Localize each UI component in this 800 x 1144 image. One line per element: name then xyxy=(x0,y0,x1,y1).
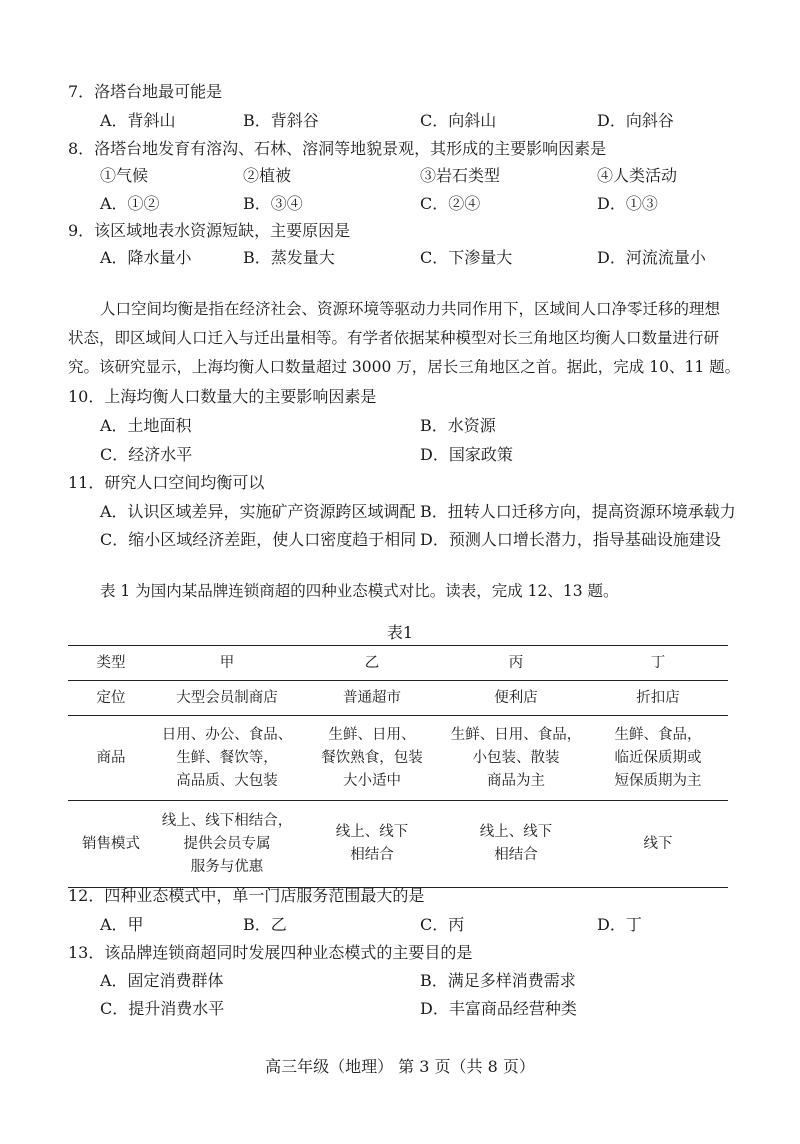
q11-option-a: A．认识区域差异，实施矿产资源跨区域调配 xyxy=(100,502,416,521)
q12-option-a: A．甲 xyxy=(100,915,144,934)
table-header-cell: 丁 xyxy=(588,646,728,681)
cell-line: 生鲜、食品， xyxy=(614,726,702,743)
q10-option-c: C．经济水平 xyxy=(100,445,193,464)
q13-option-b: B．满足多样消费需求 xyxy=(420,971,576,990)
table-row-positioning xyxy=(68,681,728,716)
q9-option-b: B．蒸发量大 xyxy=(243,248,335,267)
table-cell: 折扣店 xyxy=(588,681,728,716)
q11-option-b: B．扭转人口迁移方向，提高资源环境承载力 xyxy=(420,502,736,521)
cell-line: 大小适中 xyxy=(343,772,401,789)
q9-option-d: D．河流流量小 xyxy=(597,248,706,267)
table-cell xyxy=(154,801,300,888)
q8-factor-4: ④人类活动 xyxy=(597,166,678,185)
q7-stem: 7．洛塔台地最可能是 xyxy=(68,82,223,101)
q8-stem: 8．洛塔台地发育有溶沟、石林、溶洞等地貌景观，其形成的主要影响因素是 xyxy=(68,139,607,158)
q9-option-c: C．下渗量大 xyxy=(420,248,513,267)
q8-option-d: D．①③ xyxy=(597,194,658,213)
table-cell: 便利店 xyxy=(444,681,588,716)
q10-stem: 10．上海均衡人口数量大的主要影响因素是 xyxy=(68,387,377,406)
cell-line: 生鲜、餐饮等， xyxy=(176,749,278,766)
business-model-table xyxy=(68,645,728,888)
table-cell: 大型会员制商店 xyxy=(154,681,300,716)
q7-option-c: C．向斜山 xyxy=(420,111,497,130)
cell-line: 线上、线下 xyxy=(335,824,409,840)
passage1-line-3: 究。该研究显示，上海均衡人口数量超过 3000 万，居长三角地区之首。据此，完成 10、11 题。 xyxy=(68,358,741,376)
q13-option-c: C．提升消费水平 xyxy=(100,999,225,1018)
q7-option-a: A．背斜山 xyxy=(100,111,176,130)
q11-option-d: D．预测人口增长潜力，指导基础设施建设 xyxy=(420,530,721,549)
table-cell xyxy=(300,801,444,888)
q13-option-d: D．丰富商品经营种类 xyxy=(420,999,577,1018)
table-header-row xyxy=(68,646,728,681)
cell-line: 线上、线下相结合， xyxy=(161,812,293,829)
q7-option-b: B．背斜谷 xyxy=(243,111,319,130)
page-footer: 高三年级（地理） 第 3 页（共 8 页） xyxy=(265,1057,535,1076)
cell-line: 短保质期为主 xyxy=(614,772,702,789)
cell-line: 临近保质期或 xyxy=(614,749,702,766)
q12-stem: 12．四种业态模式中，单一门店服务范围最大的是 xyxy=(68,886,425,905)
passage1-line-1: 人口空间均衡是指在经济社会、资源环境等驱动力共同作用下，区域间人口净零迁移的理想 xyxy=(100,300,721,318)
table-header-cell: 丙 xyxy=(444,646,588,681)
table-cell xyxy=(154,716,300,801)
q8-factor-1: ①气候 xyxy=(100,166,149,185)
table-row-goods xyxy=(68,716,728,801)
cell-line: 服务与优惠 xyxy=(190,858,264,875)
table-row-sales-mode xyxy=(68,801,728,888)
passage1-line-2: 状态，即区域间人口迁入与迁出量相等。有学者依据某种模型对长三角地区均衡人口数量进行研 xyxy=(68,329,720,347)
cell-line: 相结合 xyxy=(494,847,538,863)
q12-option-d: D．丁 xyxy=(597,915,642,934)
q7-option-d: D．向斜谷 xyxy=(597,111,674,130)
q11-option-c: C．缩小区域经济差距，使人口密度趋于相同 xyxy=(100,530,417,549)
q8-option-c: C．②④ xyxy=(420,194,481,213)
cell-line: 餐饮熟食，包装 xyxy=(321,749,423,766)
q12-option-c: C．丙 xyxy=(420,915,465,934)
q8-option-b: B．③④ xyxy=(243,194,303,213)
q9-option-a: A．降水量小 xyxy=(100,248,192,267)
cell-line: 生鲜、日用、 xyxy=(328,726,416,743)
row-label: 销售模式 xyxy=(68,801,154,888)
table-cell xyxy=(444,716,588,801)
row-label: 定位 xyxy=(68,681,154,716)
table-cell: 普通超市 xyxy=(300,681,444,716)
cell-line: 线上、线下 xyxy=(479,824,553,840)
table-header-cell: 甲 xyxy=(154,646,300,681)
table-cell xyxy=(588,716,728,801)
table-cell xyxy=(588,801,728,888)
table-cell xyxy=(444,801,588,888)
table-caption: 表1 xyxy=(386,623,414,642)
table-header-cell: 乙 xyxy=(300,646,444,681)
q11-stem: 11．研究人口空间均衡可以 xyxy=(68,473,265,492)
q10-option-d: D．国家政策 xyxy=(420,445,513,464)
table-cell xyxy=(300,716,444,801)
cell-line: 商品为主 xyxy=(487,772,545,789)
q8-factor-3: ③岩石类型 xyxy=(420,166,501,185)
q13-stem: 13．该品牌连锁商超同时发展四种业态模式的主要目的是 xyxy=(68,943,473,962)
cell-line: 高品质、大包装 xyxy=(176,772,278,789)
q12-option-b: B．乙 xyxy=(243,915,287,934)
q8-option-a: A．①② xyxy=(100,194,160,213)
q10-option-b: B．水资源 xyxy=(420,416,496,435)
q8-factor-2: ②植被 xyxy=(243,166,292,185)
cell-line: 提供会员专属 xyxy=(183,835,271,852)
cell-line: 线下 xyxy=(643,835,673,852)
cell-line: 生鲜、日用、食品， xyxy=(450,726,582,743)
row-label: 商品 xyxy=(68,716,154,801)
cell-line: 相结合 xyxy=(350,847,394,863)
q10-option-a: A．土地面积 xyxy=(100,416,192,435)
q9-stem: 9．该区域地表水资源短缺，主要原因是 xyxy=(68,221,351,240)
cell-line: 日用、办公、食品、 xyxy=(161,726,293,743)
passage2: 表 1 为国内某品牌连锁商超的四种业态模式对比。读表，完成 12、13 题。 xyxy=(100,582,619,600)
table-header-cell: 类型 xyxy=(68,646,154,681)
q13-option-a: A．固定消费群体 xyxy=(100,971,224,990)
cell-line: 小包装、散装 xyxy=(472,749,560,766)
